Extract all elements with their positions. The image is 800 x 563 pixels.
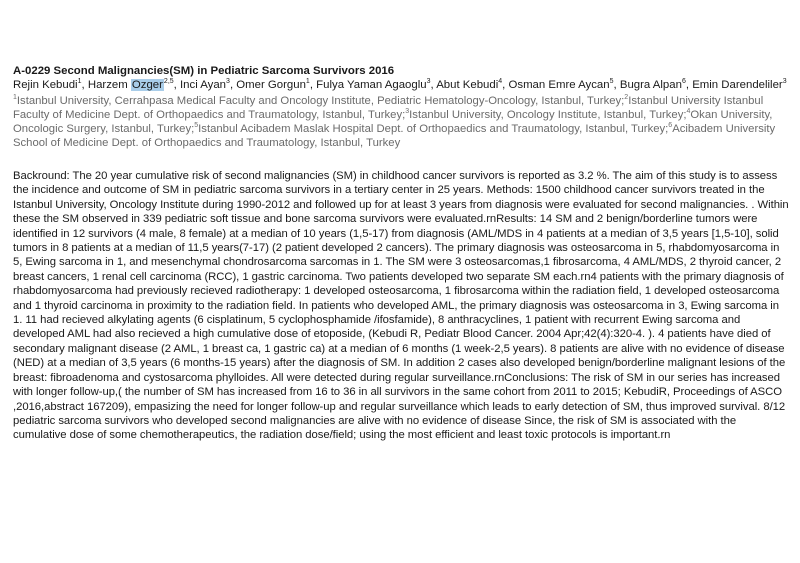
affiliation: $^6$Acibadem University School of Medicine Dept. of Orthopaedics and Traumatology, Istanbul, Turkey [13, 122, 776, 149]
affiliation: $^1$Istanbul University, Cerrahpasa Medical Faculty and Oncology Institute, Pediatric Hematology-Oncology, Istanbul, Turkey; [13, 94, 625, 107]
author-list [13, 78, 789, 92]
author: Bugra Alpan$^6$, [619, 78, 693, 91]
abstract-body: Backround: The 20 year cumulative risk of second malignancies (SM) in childhood cancer survivors is reported as 3.2 %. The aim of this study is to assess the incidence and outcome of SM in pediatric sarcoma survivors in a tertiary center in 25 years. Methods: 1500 childhood cancer survivors treated in the Istanbul University, Oncology Institute during 1990-2012 and followed up for at least 3 years from diagnosis were evaluated for second malignancies. . Within these the SM observed in 339 pediatric soft tissue and bone sarcoma survivors were evaluated.rnResults: 14 SM and 2 benign/borderline tumors were identified in 12 survivors (4 male, 8 female) at a median of 10 years (1,5-17) from diagnosis (AML/MDS in 4 patients at a median of 3,5 years [1,5-10], solid tumors in 8 patients at a median of 11,5 years(7-17) (2 patient developed 2 cancers). The primary diagnosis was osteosarcoma in 5, rhabdomyosarcoma in 5, Ewing sarcoma in 1, and mesenchymal chondrosarcoma sarcomas in 1. The SM were 3 osteosarcomas,1 fibrosarcoma, 4 AML/MDS, 2 thyroid cancer, 2 breast cancers, 1 renal cell carcinoma (RCC), 1 gastric carcinoma. Two patients developed two separate SM each.rn4 patients with the primary diagnosis of rhabdomyosarcoma had previously recieved radiotherapy: 1 developed osteosarcoma, 1 fibrosarcoma within the radiation field, 1 developed osteosarcoma and 1 thyroid carcinoma in proximity to the radiation field. In patients who developed AML, the primary diagnosis was osteosarcoma in 3, Ewing sarcoma in 1. 11 had recieved alkylating agents (6 cisplatinum, 5 cyclophosphamide /ifosfamide), 8 anthracyclines, 1 patient with recurrent Ewing sarcoma and developed AML had also recieved a high cumulative dose of etoposide, (Kebudi R, Pediatr Blood Cancer. 2004 Apr;42(4):320-4. ). 4 patients have died of secondary malignant disease (2 AML, 1 breast ca, 1 gastric ca) at a median of 6 months (1 week-2,5 years). 8 patients are alive with no evidence of disease (NED) at a median of 3,5 years (6 months-15 years) after the diagnosis of SM. In addition 2 cases also developed benign/borderline malignant lesions of the breast: fibroadenoma and cystosarcoma phylloides. All were detected during regular surveillance.rnConclusions: The risk of SM in our series has increased with longer follow-up,( the number of SM has increased from 16 to 36 in all survivors in the same cohort from 2011 to 2015; KebudiR, Proceedings of ASCO ,2016,abstract 167209), empasizing the need for longer follow-up and regular surveillance which leads to early detection of SM, thus improved survival. 8/12 pediatric sarcoma survivors who developed second malignancies are alive with no evidence of disease Since, the risk of SM is associated with the cumulative dose of some chemotherapeutics, the radiation dose/field; using the most efficient and least toxic protocols is important.rn [13, 170, 789, 442]
author: Rejin Kebudi$^1$, [13, 78, 88, 91]
author: Harzem Ozger$^{2,5}$, [87, 78, 180, 91]
affiliation: $^3$Istanbul University, Oncology Institute, Istanbul, Turkey; [405, 108, 687, 121]
author: Abut Kebudi$^4$, [436, 78, 509, 91]
affiliation-list [13, 94, 789, 150]
abstract-title: A-0229 Second Malignancies(SM) in Pediatric Sarcoma Survivors 2016 [13, 65, 395, 77]
affiliation: $^2$Istanbul University Istanbul Faculty of Medicine Dept. of Orthopaedics and Traumatology, Istanbul, Turkey; [13, 94, 764, 121]
affiliation: $^5$Istanbul Acibadem Maslak Hospital Dept. of Orthopaedics and Traumatology, Istanbul, Turkey; [194, 122, 669, 135]
author: Osman Emre Aycan$^5$, [508, 78, 620, 91]
author: Inci Ayan$^3$, [180, 78, 237, 91]
author: Emin Darendeliler$^3$ [692, 78, 787, 91]
author: Fulya Yaman Agaoglu$^3$, [316, 78, 437, 91]
affiliation: $^4$Okan University, Oncologic Surgery, Istanbul, Turkey; [13, 108, 773, 135]
author: Omer Gorgun$^1$, [236, 78, 317, 91]
highlighted-author-surname: Ozger [131, 79, 163, 91]
abstract-page [13, 64, 789, 443]
